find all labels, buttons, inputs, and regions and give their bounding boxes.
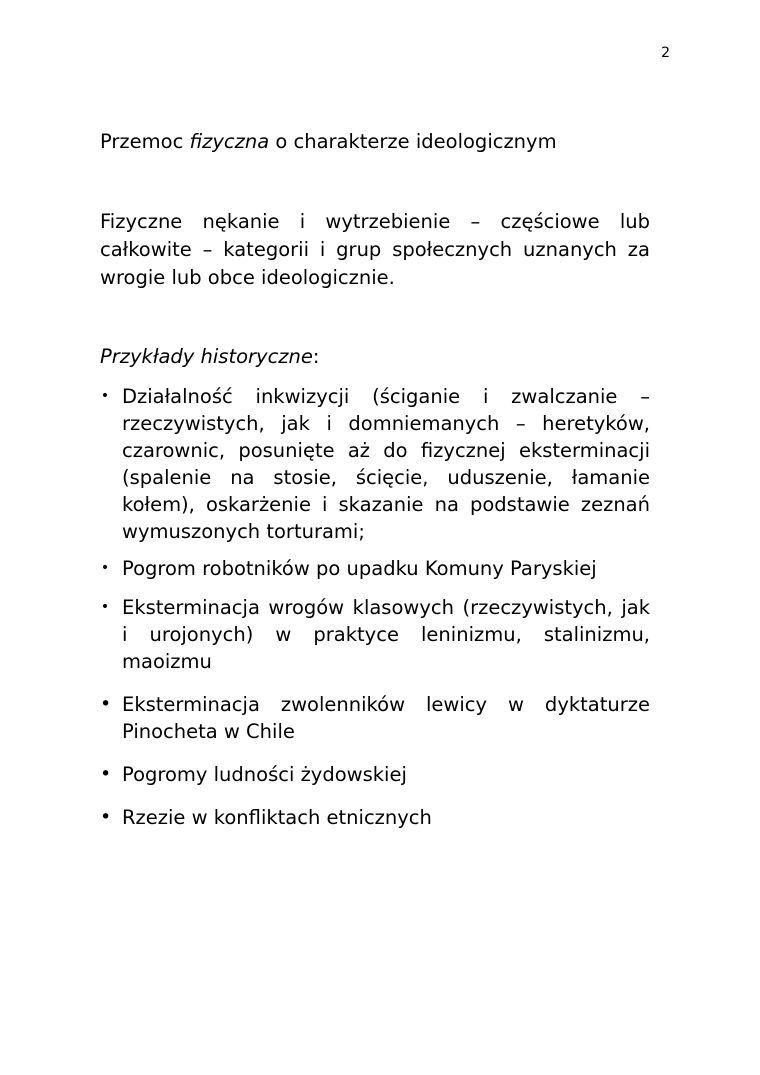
- examples-label-suffix: :: [312, 345, 320, 368]
- page-number: 2: [661, 45, 670, 61]
- bullet-icon: •: [100, 806, 112, 828]
- list-item: [100, 594, 650, 675]
- list-item-text: Pogromy ludności żydowskiej: [122, 763, 407, 786]
- heading-prefix: Przemoc: [100, 130, 190, 153]
- list-item-text: Eksterminacja zwolenników lewicy w dyktaturze Pinocheta w Chile: [122, 693, 650, 743]
- list-item-text: Działalność inkwizycji (ściganie i zwalczanie – rzeczywistych, jak i domniemanych – heretyków, czarownic, posunięte aż do fizycznej eksterminacji (spalenie na stosie, ścięcie, uduszenie, łamanie kołem), oskarżenie i skazanie na podstawie zeznań wymuszonych torturami;: [122, 385, 650, 543]
- bullet-icon: •: [100, 560, 110, 576]
- bullet-icon: •: [100, 693, 112, 715]
- list-item: [100, 383, 650, 545]
- heading-emphasis: fizyczna: [189, 130, 270, 153]
- list-item: [100, 691, 650, 745]
- examples-list: [100, 383, 650, 831]
- heading-suffix: o charakterze ideologicznym: [269, 130, 557, 153]
- definition-paragraph: Fizyczne nękanie i wytrzebienie – częściowe lub całkowite – kategorii i grup społecznych uznanych za wrogie lub obce ideologicznie.: [100, 210, 650, 289]
- list-item: [100, 555, 650, 582]
- list-item-text: Eksterminacja wrogów klasowych (rzeczywistych, jak i urojonych) w praktyce leninizmu, stalinizmu, maoizmu: [122, 596, 650, 673]
- list-item-text: Rzezie w konfliktach etnicznych: [122, 806, 432, 829]
- examples-label: [100, 343, 319, 371]
- list-item: [100, 761, 650, 788]
- list-item-text: Pogrom robotników po upadku Komuny Paryskiej: [122, 557, 597, 580]
- section-heading: [100, 128, 660, 156]
- examples-label-emphasis: Przykłady historyczne: [100, 345, 313, 368]
- bullet-icon: •: [100, 599, 110, 615]
- bullet-icon: •: [100, 388, 110, 404]
- list-item: [100, 804, 650, 831]
- bullet-icon: •: [100, 763, 112, 785]
